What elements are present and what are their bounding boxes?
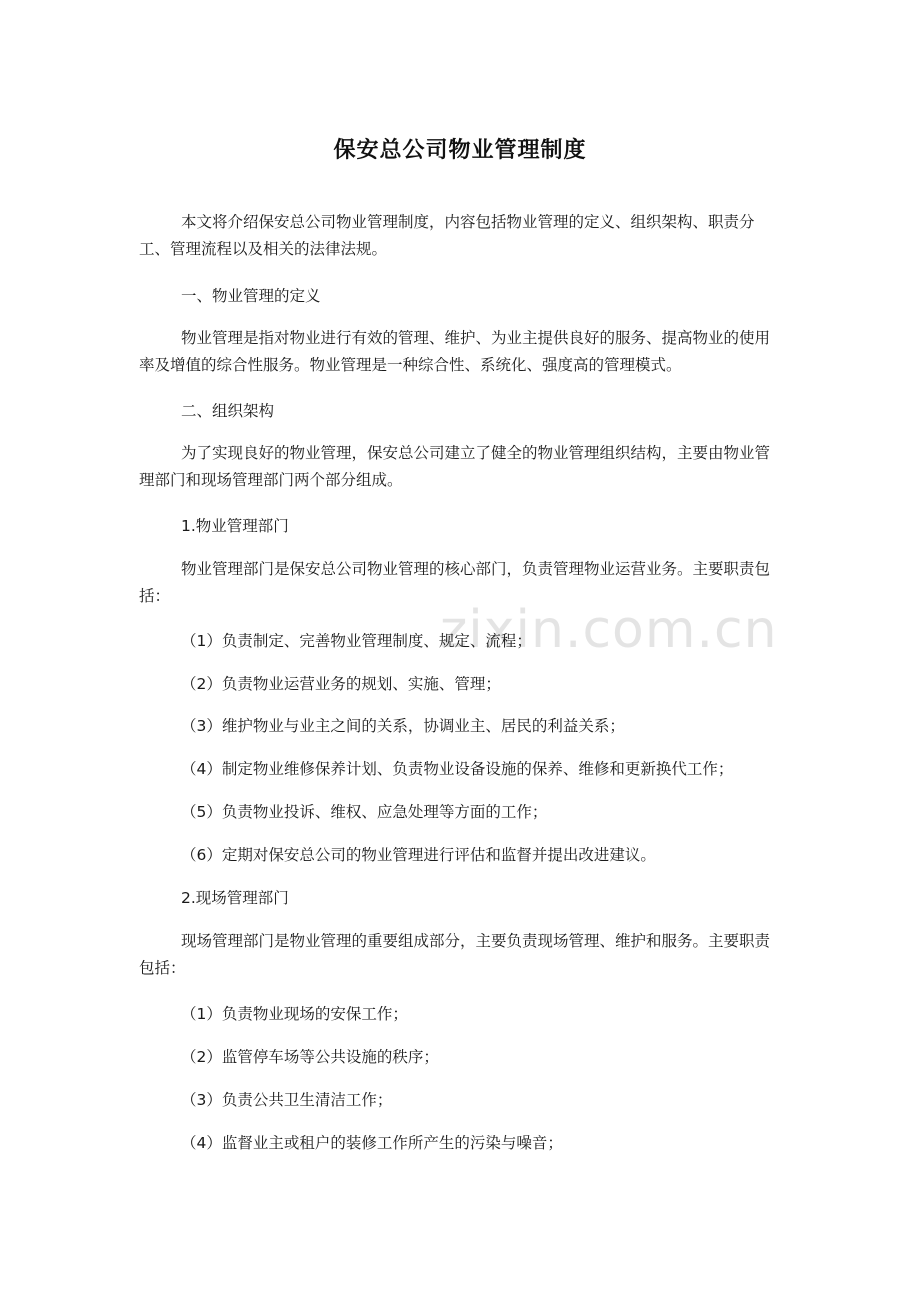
list-item: [139, 671, 781, 698]
heading-text: 1.物业管理部门: [181, 517, 289, 535]
list-item-text: （5）负责物业投诉、维权、应急处理等方面的工作；: [181, 803, 548, 821]
organization-paragraph: [139, 440, 781, 494]
list-item: [139, 1130, 781, 1157]
list-item-text: （3）负责公共卫生清洁工作；: [181, 1091, 393, 1109]
list-item: [139, 1044, 781, 1071]
section-heading-definition: [139, 283, 781, 310]
subheading-property-dept: [139, 513, 781, 540]
list-item: [139, 756, 799, 783]
paragraph-text: 物业管理部门是保安总公司物业管理的核心部门，负责管理物业运营业务。主要职责包括：: [139, 560, 771, 605]
list-item: [139, 1087, 781, 1114]
property-dept-paragraph: [139, 556, 781, 610]
heading-text: 2.现场管理部门: [181, 889, 289, 907]
list-item-text: （2）负责物业运营业务的规划、实施、管理；: [181, 675, 501, 693]
list-item-text: （4）制定物业维修保养计划、负责物业设备设施的保养、维修和更新换代工作；: [181, 760, 734, 778]
list-item: [139, 1001, 781, 1028]
intro-paragraph: [139, 209, 781, 263]
list-item-text: （6）定期对保安总公司的物业管理进行评估和监督并提出改进建议。: [181, 846, 656, 864]
paragraph-text: 为了实现良好的物业管理，保安总公司建立了健全的物业管理组织结构，主要由物业管理部门和现场管理部门两个部分组成。: [139, 444, 771, 489]
subheading-site-dept: [139, 885, 781, 912]
list-item-text: （1）负责物业现场的安保工作；: [181, 1005, 408, 1023]
list-item-text: （3）维护物业与业主之间的关系，协调业主、居民的利益关系；: [181, 717, 625, 735]
list-item: [139, 628, 781, 655]
list-item-text: （1）负责制定、完善物业管理制度、规定、流程；: [181, 632, 532, 650]
document-title: 保安总公司物业管理制度: [333, 138, 587, 163]
list-item: [139, 842, 781, 869]
watermark: zixin.com.cn: [440, 600, 778, 660]
list-item-text: （4）监督业主或租户的装修工作所产生的污染与噪音；: [181, 1134, 563, 1152]
paragraph-text: 本文将介绍保安总公司物业管理制度，内容包括物业管理的定义、组织架构、职责分工、管理流程以及相关的法律法规。: [139, 213, 755, 258]
paragraph-text: 现场管理部门是物业管理的重要组成部分，主要负责现场管理、维护和服务。主要职责包括：: [139, 932, 771, 977]
paragraph-text: 物业管理是指对物业进行有效的管理、维护、为业主提供良好的服务、提高物业的使用率及增值的综合性服务。物业管理是一种综合性、系统化、强度高的管理模式。: [139, 329, 771, 374]
list-item: [139, 713, 781, 740]
heading-text: 二、组织架构: [181, 402, 275, 420]
section-heading-organization: [139, 398, 781, 425]
site-dept-paragraph: [139, 928, 781, 982]
list-item-text: （2）监管停车场等公共设施的秩序；: [181, 1048, 439, 1066]
list-item: [139, 799, 781, 826]
definition-paragraph: [139, 325, 781, 379]
heading-text: 一、物业管理的定义: [181, 287, 321, 305]
